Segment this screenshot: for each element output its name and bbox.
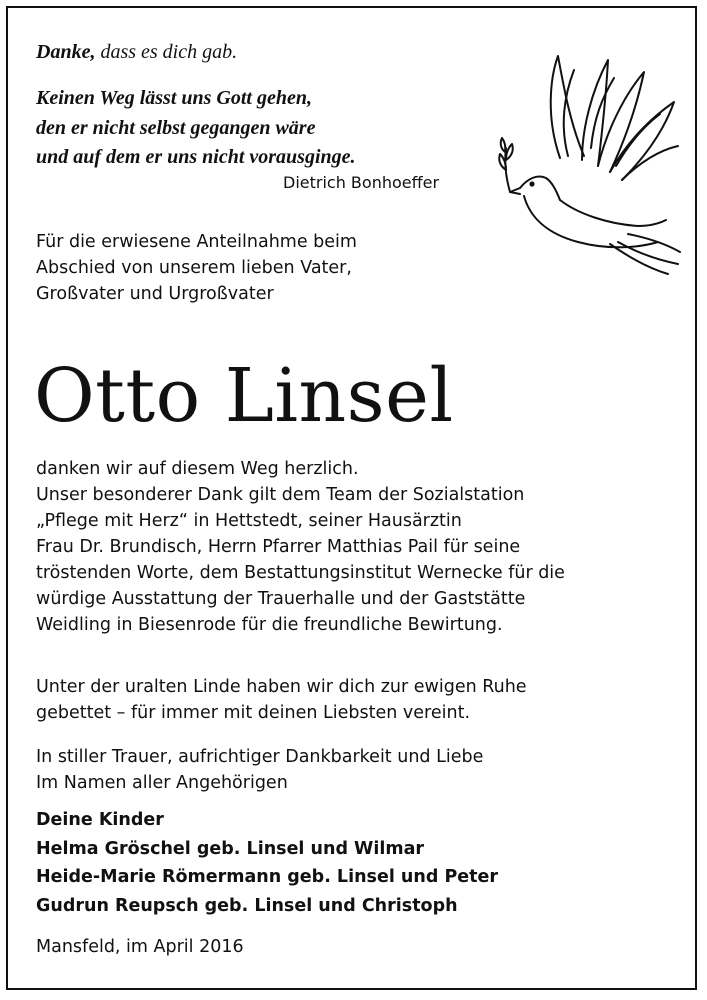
quote-line: den er nicht selbst gegangen wäre	[36, 116, 316, 139]
text-line: Unser besonderer Dank gilt dem Team der Sozialstation	[36, 485, 525, 505]
mourning-text	[36, 744, 483, 796]
thanks-intro	[36, 229, 357, 307]
dove-icon	[498, 38, 683, 278]
quote-line: Keinen Weg lässt uns Gott gehen,	[36, 87, 312, 109]
text-line: Abschied von unserem lieben Vater,	[36, 258, 352, 278]
text-line: „Pflege mit Herz“ in Hettstedt, seiner Hausärztin	[36, 511, 462, 531]
signatures	[36, 806, 498, 920]
text-line: würdige Ausstattung der Trauerhalle und der Gaststätte	[36, 589, 526, 609]
text-line: Unter der uralten Linde haben wir dich zur ewigen Ruhe	[36, 677, 527, 697]
text-line: danken wir auf diesem Weg herzlich.	[36, 459, 359, 479]
quote	[36, 84, 356, 173]
signature-line: Deine Kinder	[36, 810, 164, 830]
deceased-name: Otto Linsel	[34, 353, 454, 439]
text-line: Im Namen aller Angehörigen	[36, 773, 288, 793]
text-line: Frau Dr. Brundisch, Herrn Pfarrer Matthias Pail für seine	[36, 537, 521, 557]
resting-place-text	[36, 674, 527, 726]
intro-rest: dass es dich gab.	[95, 41, 238, 63]
quote-author: Dietrich Bonhoeffer	[283, 173, 440, 192]
quote-line: und auf dem er uns nicht vorausginge.	[36, 146, 356, 168]
text-line: Weidling in Biesenrode für die freundliche Bewirtung.	[36, 615, 503, 635]
signature-line: Heide-Marie Römermann geb. Linsel und Peter	[36, 867, 499, 887]
text-line: gebettet – für immer mit deinen Liebsten vereint.	[36, 703, 471, 723]
intro-line	[36, 38, 237, 66]
thanks-body	[36, 456, 565, 638]
signature-line: Helma Gröschel geb. Linsel und Wilmar	[36, 838, 425, 859]
text-line: Für die erwiesene Anteilnahme beim	[36, 232, 357, 252]
text-line: Großvater und Urgroßvater	[36, 284, 274, 304]
text-line: In stiller Trauer, aufrichtiger Dankbarkeit und Liebe	[36, 747, 484, 767]
place-date: Mansfeld, im April 2016	[36, 937, 244, 957]
intro-bold: Danke,	[36, 41, 96, 63]
text-line: tröstenden Worte, dem Bestattungsinstitut Wernecke für die	[36, 563, 565, 583]
signature-line: Gudrun Reupsch geb. Linsel und Christoph	[36, 895, 458, 916]
